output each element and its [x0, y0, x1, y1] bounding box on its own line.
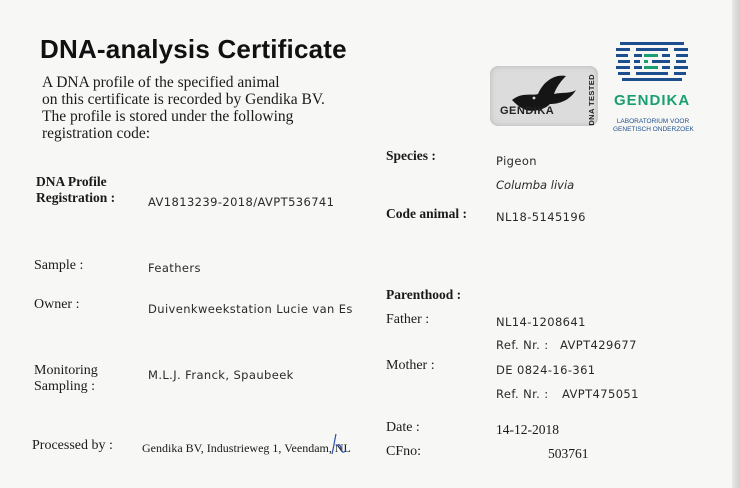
date-value: 14-12-2018 [496, 422, 559, 437]
cfno-value: 503761 [548, 446, 589, 461]
monitoring-label-line2: Sampling : [34, 379, 96, 394]
intro-line: The profile is stored under the following [42, 108, 294, 125]
mother-ref-label: Ref. Nr. : [496, 387, 549, 401]
badge-brand-text: GENDIKA [500, 105, 555, 117]
intro-line: registration code: [42, 125, 151, 142]
badge-side-text: DNA TESTED [587, 74, 596, 126]
code-animal-value: NL18-5145196 [496, 210, 586, 224]
monitoring-label-line1: Monitoring [34, 363, 98, 378]
signature-mark-icon [326, 432, 352, 458]
mother-value: DE 0824-16-361 [496, 363, 596, 377]
owner-label: Owner : [34, 297, 80, 312]
sample-value: Feathers [148, 261, 201, 275]
father-ref-label: Ref. Nr. : [496, 338, 549, 352]
father-ref-value: AVPT429677 [560, 338, 637, 352]
gendika-logo-subtitle [613, 118, 693, 134]
date-label: Date : [386, 420, 420, 435]
gendika-logo-name: GENDIKA [614, 92, 691, 109]
species-latin-value: Columba livia [496, 178, 575, 192]
species-common-value: Pigeon [496, 154, 537, 168]
dna-tested-badge [490, 66, 598, 126]
monitoring-value: M.L.J. Franck, Spaubeek [148, 368, 294, 382]
processed-value: Gendika BV, Industrieweg 1, Veendam, NL [142, 441, 351, 455]
registration-value: AV1813239-2018/AVPT536741 [148, 195, 335, 209]
processed-label: Processed by : [32, 438, 113, 453]
registration-label-line2: Registration : [36, 190, 116, 205]
gendika-logo-icon [616, 40, 688, 88]
sample-label: Sample : [34, 258, 84, 273]
certificate-title: DNA-analysis Certificate [40, 34, 347, 64]
logo-sub-line: LABORATORIUM VOOR [616, 118, 690, 125]
intro-paragraph [42, 74, 325, 142]
owner-value: Duivenkweekstation Lucie van Es [148, 302, 353, 316]
parenthood-label: Parenthood : [386, 287, 462, 302]
logo-sub-line: GENETISCH ONDERZOEK [613, 126, 694, 133]
cfno-label: CFno: [386, 444, 422, 459]
registration-label-line1: DNA Profile [36, 174, 107, 189]
intro-line: A DNA profile of the specified animal [42, 74, 280, 91]
mother-label: Mother : [386, 358, 435, 373]
code-animal-label: Code animal : [386, 206, 467, 221]
page-edge-shadow [732, 0, 740, 488]
mother-ref-value: AVPT475051 [562, 387, 639, 401]
father-label: Father : [386, 312, 430, 327]
intro-line: on this certificate is recorded by Gendika BV. [42, 91, 325, 108]
father-value: NL14-1208641 [496, 315, 586, 329]
species-label: Species : [386, 148, 436, 163]
